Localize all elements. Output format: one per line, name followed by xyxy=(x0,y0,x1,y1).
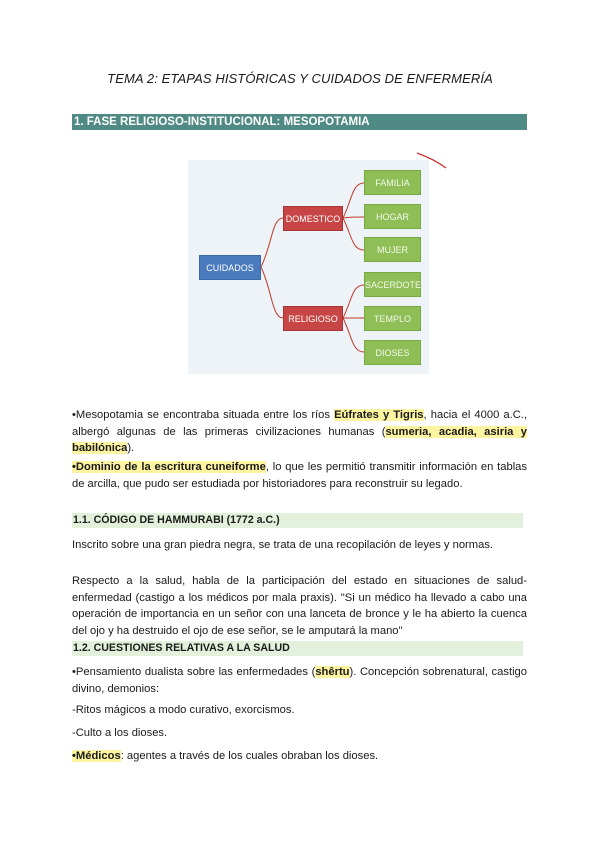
paragraph-hammurabi-salud: Respecto a la salud, habla de la participación del estado en situaciones de salud-enfermedad (castigo a los médicos por mala praxis). "Si un médico ha llevado a cabo una operación de importancia en un señor con una lanceta de bronce y le ha abierto la cuenca del ojo y ha destruido el ojo de ese señor, se le amputará la mano" xyxy=(72,575,527,637)
subheading-hammurabi: 1.1. CÓDIGO DE HAMMURABI (1772 a.C.) xyxy=(72,513,523,528)
diagram-node-domestico: DOMESTICO xyxy=(283,206,343,231)
red-annotation-mark xyxy=(417,153,446,168)
connector-domestico-mujer xyxy=(343,218,364,250)
diagram-node-mujer: MUJER xyxy=(364,237,421,262)
diagram-node-religioso: RELIGIOSO xyxy=(283,306,343,331)
highlight-medicos: •Médicos xyxy=(72,750,121,762)
subheading-cuestiones-salud: 1.2. CUESTIONES RELATIVAS A LA SALUD xyxy=(72,641,523,656)
paragraph-ritos: -Ritos mágicos a modo curativo, exorcismos. xyxy=(72,704,295,716)
paragraph-culto: -Culto a los dioses. xyxy=(72,727,168,739)
diagram-node-hogar: HOGAR xyxy=(364,204,421,229)
connector-root-religioso xyxy=(261,267,283,318)
diagram-node-templo: TEMPLO xyxy=(364,306,421,331)
connector-root-domestico xyxy=(261,218,283,267)
section-heading: 1. FASE RELIGIOSO-INSTITUCIONAL: MESOPOTAMIA xyxy=(72,114,527,130)
page-title: TEMA 2: ETAPAS HISTÓRICAS Y CUIDADOS DE ENFERMERÍA xyxy=(107,71,493,86)
diagram-node-dioses: DIOSES xyxy=(364,340,421,365)
paragraph-cuneiforme: •Dominio de la escritura cuneiforme, lo que les permitió transmitir información en tablas de arcilla, que pudo ser estudiada por historiadores para reconstruir su legado. xyxy=(72,461,527,490)
paragraph-hammurabi-intro: Inscrito sobre una gran piedra negra, se trata de una recopilación de leyes y normas. xyxy=(72,539,494,551)
diagram-node-sacerdote: SACERDOTE xyxy=(364,272,421,297)
paragraph-mesopotamia: •Mesopotamia se encontraba situada entre los ríos Eúfrates y Tigris, hacia el 4000 a.C., albergó algunas de las primeras civilizaciones humanas (sumeria, acadia, asiria y babilónica). xyxy=(72,409,528,454)
highlight-civilizations: sumeria, acadia, asiria y babilónica xyxy=(72,425,527,454)
paragraph-pensamiento-dualista: •Pensamiento dualista sobre las enfermedades (shêrtu). Concepción sobrenatural, castigo divino, demonios: xyxy=(72,666,527,695)
diagram-node-cuidados: CUIDADOS xyxy=(199,255,261,280)
highlight-cuneiforme: •Dominio de la escritura cuneiforme xyxy=(72,461,266,473)
diagram-node-familia: FAMILIA xyxy=(364,170,421,195)
connector-domestico-hogar xyxy=(343,217,364,218)
paragraph-medicos: •Médicos: agentes a través de los cuales obraban los dioses. xyxy=(72,750,379,762)
highlight-shertu: shêrtu xyxy=(315,666,350,678)
connector-religioso-dioses xyxy=(343,318,364,352)
connector-religioso-sacerdote xyxy=(343,285,364,318)
connector-domestico-familia xyxy=(343,183,364,218)
highlight-rivers: Eúfrates y Tigris xyxy=(334,409,424,421)
